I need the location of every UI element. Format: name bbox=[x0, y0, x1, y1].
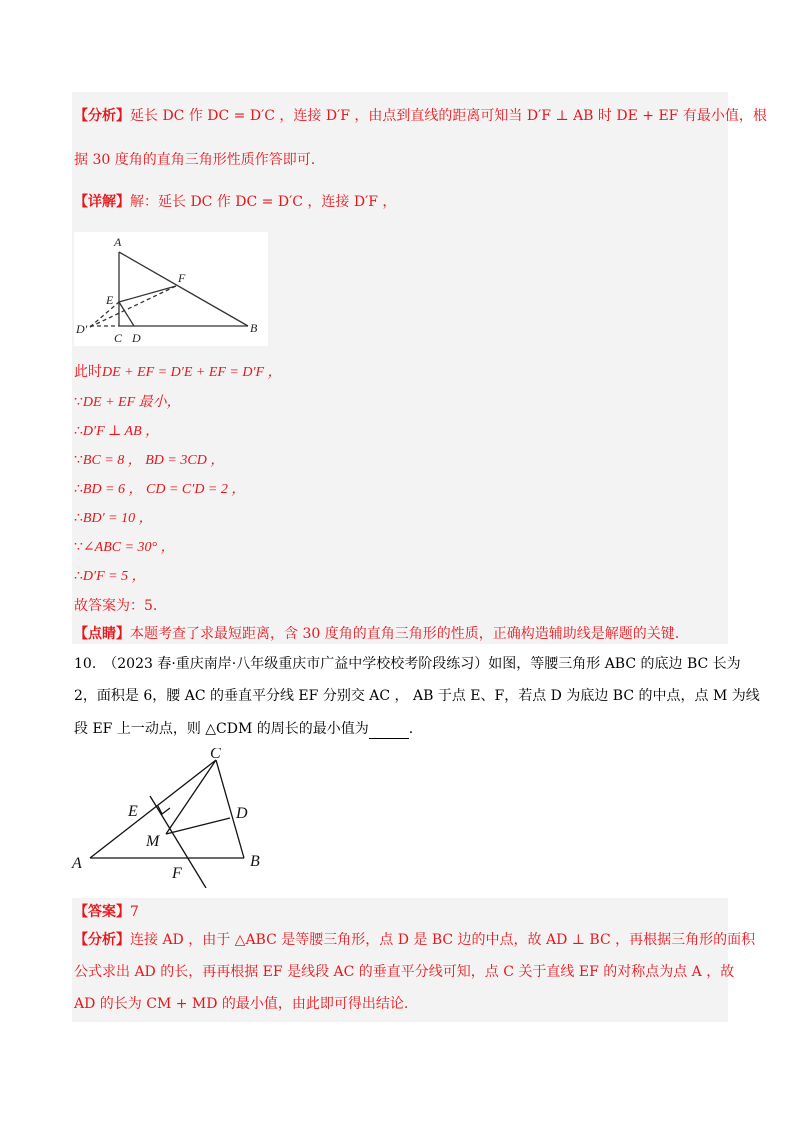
step-1-text: DE + EF = D′E + EF = D′F ， bbox=[102, 365, 282, 380]
problem-10-line-1: 10. （2023 春·重庆南岸·八年级重庆市广益中学校校考阶段练习）如图，等腰三角形 ABC 的底边 BC 长为 bbox=[74, 656, 741, 672]
label-d: D bbox=[236, 805, 248, 822]
analysis-line-1 bbox=[74, 106, 767, 126]
step-3-text: D′F ⊥ AB ， bbox=[82, 424, 160, 439]
step-3 bbox=[74, 421, 159, 442]
analysis-10-text-1: 连接 AD ，由于 △ABC 是等腰三角形，点 D 是 BC 边的中点，故 AD ⊥ BC ，再根据三角形的面积 bbox=[130, 932, 756, 948]
step-8 bbox=[74, 566, 146, 587]
label-f: F bbox=[178, 271, 186, 285]
analysis-10-line-1 bbox=[74, 930, 755, 950]
step-1 bbox=[74, 362, 282, 383]
label-c: C bbox=[210, 748, 221, 762]
analysis-label: 【分析】 bbox=[74, 108, 130, 124]
analysis-text-1: 延长 DC 作 DC = D′C ，连接 D′F ，由点到直线的距离可知当 D′F ⊥ AB 时 DE + EF 有最小值，根 bbox=[130, 108, 767, 124]
problem-10-line-3-end: . bbox=[408, 721, 414, 737]
step-6 bbox=[74, 508, 153, 529]
step-5 bbox=[74, 479, 245, 500]
label-d-prime: D′ bbox=[76, 322, 88, 336]
step-6-text: BD′ = 10 ， bbox=[82, 511, 153, 526]
answer-10-line bbox=[74, 902, 139, 922]
problem-10-line-3 bbox=[74, 719, 413, 739]
problem-10-line-2: 2，面积是 6，腰 AC 的垂直平分线 EF 分别交 AC ， AB 于点 E、F，若点 D 为底边 BC 的中点，点 M 为线 bbox=[74, 688, 760, 704]
detail-text: 解：延长 DC 作 DC = D′C ，连接 D′F ， bbox=[130, 194, 397, 210]
figure-1-triangle bbox=[74, 232, 268, 346]
label-a: A bbox=[72, 855, 82, 872]
label-a: A bbox=[114, 235, 122, 249]
comment-line bbox=[74, 624, 679, 644]
step-2-text: DE + EF 最小， bbox=[82, 395, 181, 410]
label-m: M bbox=[146, 833, 160, 850]
analysis-10-label: 【分析】 bbox=[74, 932, 130, 948]
analysis-line-2: 据 30 度角的直角三角形性质作答即可. bbox=[74, 152, 316, 168]
step-3-prefix: ∴ bbox=[74, 423, 83, 439]
label-e: E bbox=[128, 803, 138, 820]
step-7-text: ∠ABC = 30° ， bbox=[82, 540, 175, 555]
step-4 bbox=[74, 450, 224, 471]
step-2 bbox=[74, 392, 181, 413]
label-f: F bbox=[172, 865, 182, 882]
step-5-prefix: ∴ bbox=[74, 481, 83, 497]
label-b: B bbox=[250, 853, 260, 870]
comment-label: 【点睛】 bbox=[74, 626, 130, 642]
step-8-prefix: ∴ bbox=[74, 568, 83, 584]
step-7-prefix: ∵ bbox=[74, 539, 83, 555]
label-e: E bbox=[106, 293, 114, 307]
step-8-text: D′F = 5 ， bbox=[82, 569, 146, 584]
step-6-prefix: ∴ bbox=[74, 510, 83, 526]
analysis-10-line-2: 公式求出 AD 的长，再再根据 EF 是线段 AC 的垂直平分线可知，点 C 关于直线 EF 的对称点为点 A ，故 bbox=[74, 964, 735, 980]
step-1-prefix: 此时 bbox=[74, 364, 102, 380]
answer-10-label: 【答案】 bbox=[74, 904, 130, 920]
step-7 bbox=[74, 537, 175, 558]
step-4-text: BC = 8 ， BD = 3CD ， bbox=[82, 453, 225, 468]
comment-text: 本题考查了求最短距离，含 30 度角的直角三角形的性质，正确构造辅助线是解题的关键. bbox=[130, 626, 680, 642]
detail-line bbox=[74, 192, 396, 212]
figure-2-triangle bbox=[70, 748, 270, 888]
answer-line: 故答案为：5. bbox=[74, 598, 158, 614]
answer-blank bbox=[369, 724, 409, 739]
problem-10-line-3-text: 段 EF 上一动点，则 △CDM 的周长的最小值为 bbox=[74, 721, 369, 737]
detail-label: 【详解】 bbox=[74, 194, 130, 210]
step-2-prefix: ∵ bbox=[74, 394, 83, 410]
figure-1-background bbox=[74, 232, 268, 346]
step-5-text: BD = 6 ， CD = C′D = 2 ， bbox=[82, 482, 246, 497]
answer-10-value: 7 bbox=[130, 904, 139, 920]
label-c: C bbox=[114, 331, 123, 345]
label-b: B bbox=[250, 321, 258, 335]
step-4-prefix: ∵ bbox=[74, 452, 83, 468]
label-d: D bbox=[132, 331, 141, 345]
analysis-10-line-3: AD 的长为 CM + MD 的最小值，由此即可得出结论. bbox=[74, 996, 409, 1012]
